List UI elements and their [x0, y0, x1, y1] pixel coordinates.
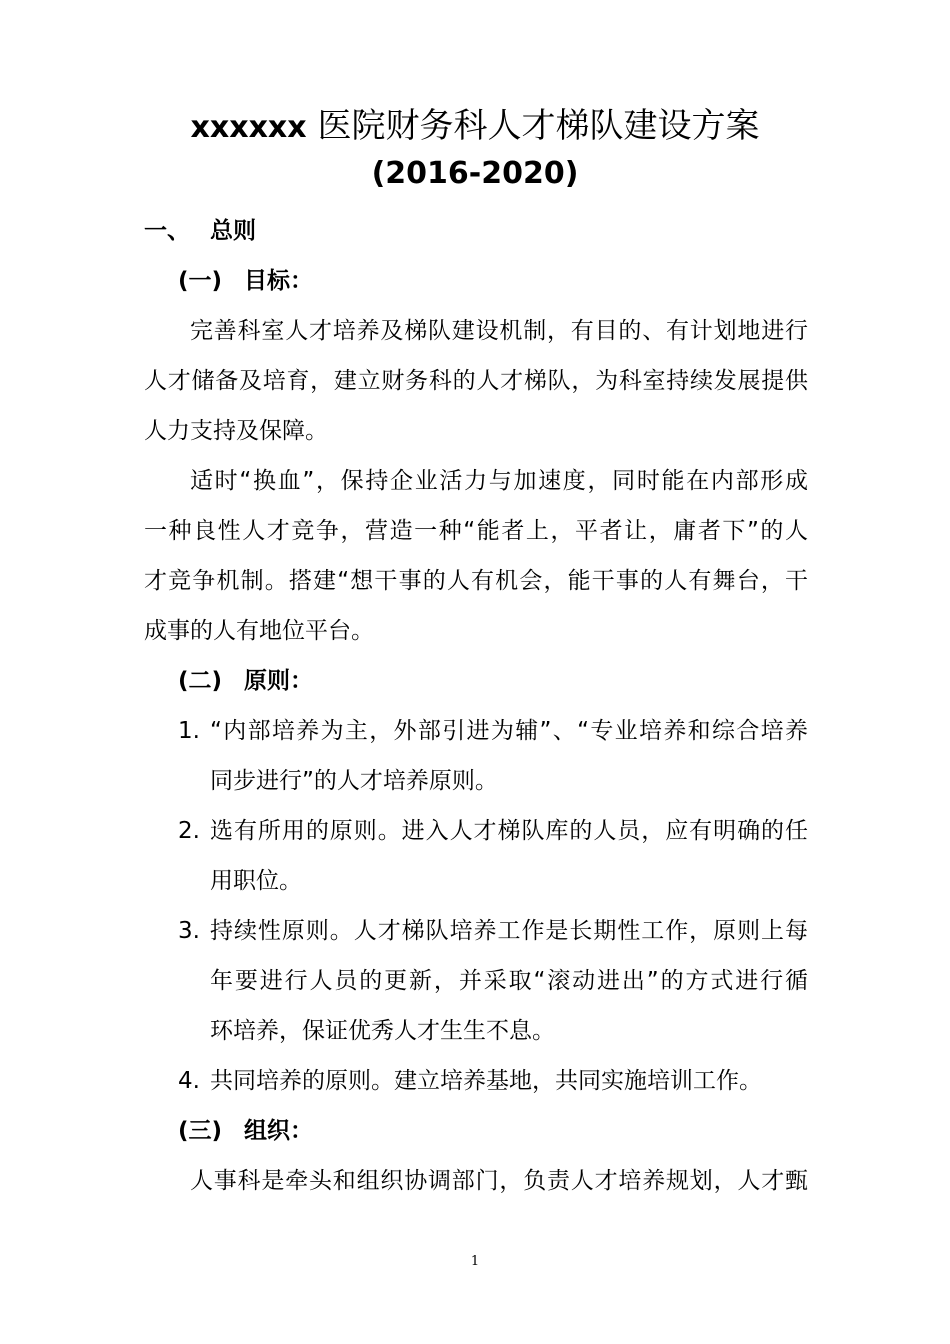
- paragraph-line: 成事的人有地位平台。: [144, 618, 374, 644]
- list-item-line: 环培养，保证优秀人才生生不息。: [210, 1018, 555, 1044]
- section-heading: 总则: [210, 218, 256, 244]
- list-item-line: “内部培养为主，外部引进为辅”、“专业培养和综合培养: [210, 718, 808, 744]
- list-item-line: 持续性原则。人才梯队培养工作是长期性工作，原则上每: [210, 918, 808, 944]
- subsection-heading: 组织：: [244, 1118, 313, 1144]
- paragraph-line: 人事科是牵头和组织协调部门，负责人才培养规划，人才甄: [190, 1168, 808, 1194]
- subsection-heading: 目标：: [244, 268, 313, 294]
- list-item-number: 1.: [178, 718, 200, 744]
- page-number: 1: [470, 1254, 480, 1269]
- list-item-number: 3.: [178, 918, 200, 944]
- list-item-line: 年要进行人员的更新，并采取“滚动进出”的方式进行循: [210, 968, 808, 994]
- list-item-number: 4.: [178, 1068, 200, 1094]
- paragraph-line: 一种良性人才竞争，营造一种“能者上，平者让，庸者下”的人: [144, 518, 808, 544]
- paragraph-line: 适时“换血”，保持企业活力与加速度，同时能在内部形成: [190, 468, 808, 494]
- paragraph-line: 人力支持及保障。: [144, 418, 328, 444]
- list-item-line: 选有所用的原则。进入人才梯队库的人员，应有明确的任: [210, 818, 808, 844]
- subsection-heading: 原则：: [244, 668, 313, 694]
- title-prefix: xxxxxx: [190, 110, 307, 145]
- title-main: 医院财务科人才梯队建设方案: [317, 106, 760, 146]
- list-item-number: 2.: [178, 818, 200, 844]
- document-title: [0, 104, 950, 150]
- paragraph-line: 完善科室人才培养及梯队建设机制，有目的、有计划地进行: [190, 318, 808, 344]
- subsection-number: (一): [178, 268, 223, 294]
- list-item-line: 用职位。: [210, 868, 302, 894]
- list-item-line: 共同培养的原则。建立培养基地，共同实施培训工作。: [210, 1068, 762, 1094]
- document-years: (2016-2020): [371, 156, 579, 191]
- subsection-number: (三): [178, 1118, 223, 1144]
- list-item-line: 同步进行”的人才培养原则。: [210, 768, 498, 794]
- paragraph-line: 人才储备及培育，建立财务科的人才梯队，为科室持续发展提供: [144, 368, 808, 394]
- subsection-number: (二): [178, 668, 223, 694]
- section-number: 一、: [144, 218, 190, 244]
- paragraph-line: 才竞争机制。搭建“想干事的人有机会，能干事的人有舞台，干: [144, 568, 808, 594]
